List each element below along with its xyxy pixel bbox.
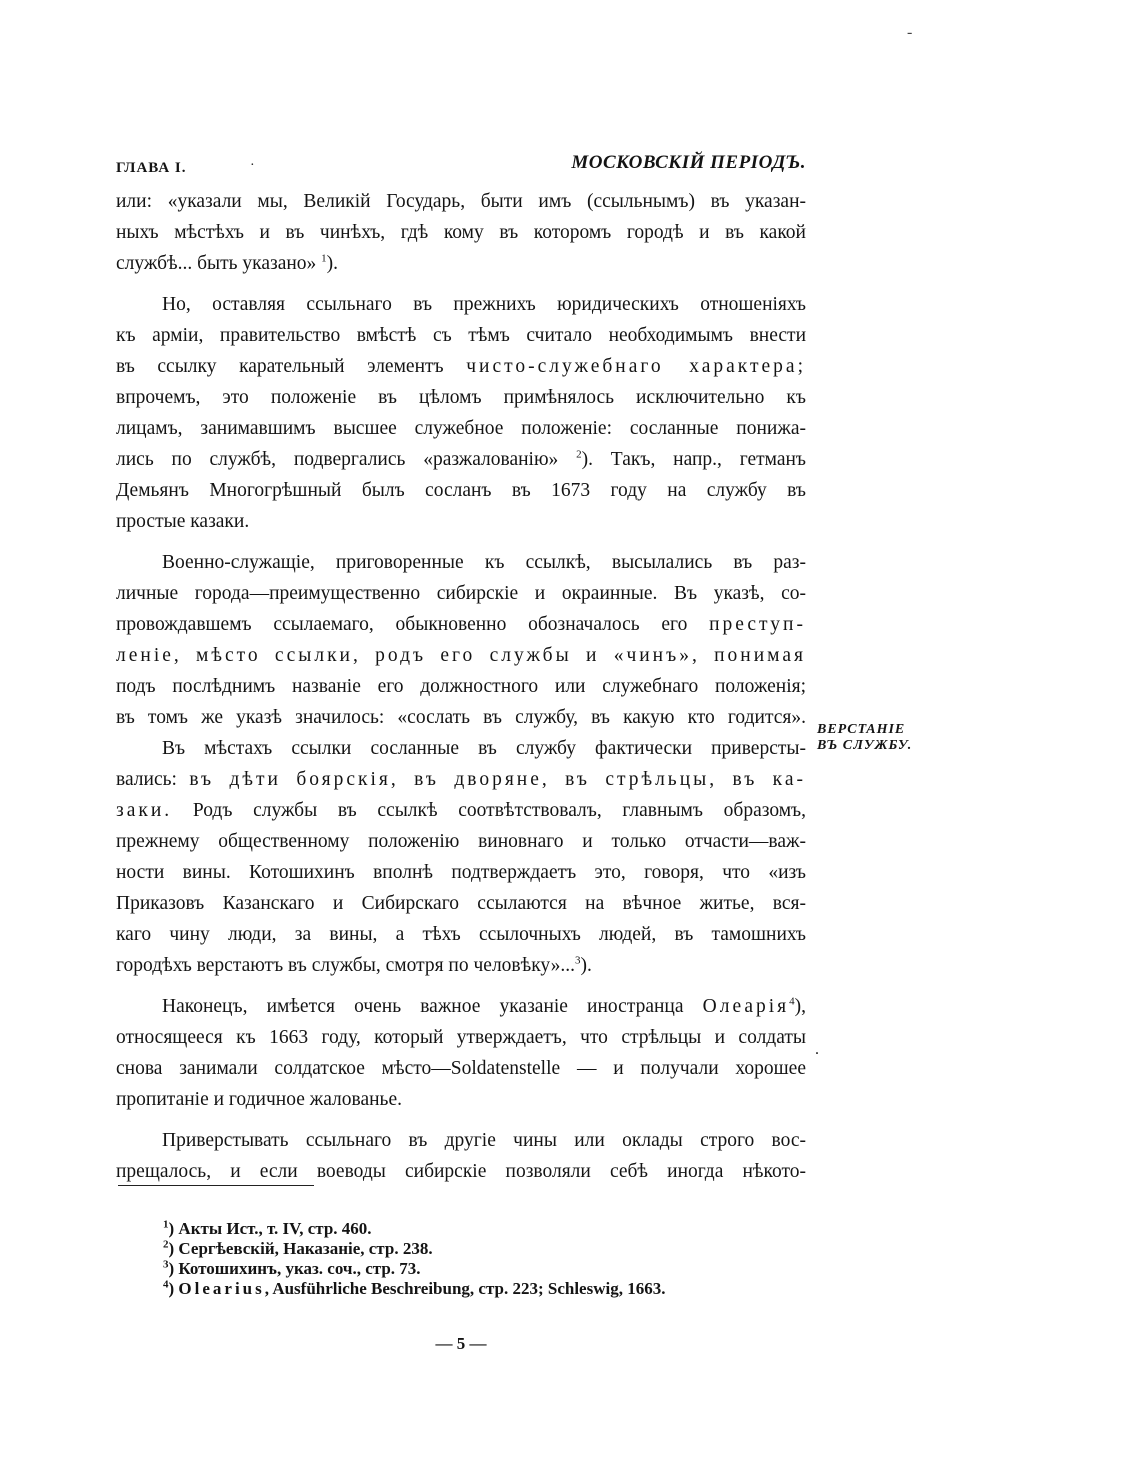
text-line: вались: въ дѣти боярскія, въ дворяне, въ стрѣльцы, въ ка-: [116, 769, 806, 790]
footnote-ref: 2: [576, 448, 582, 461]
text-line: Но, оставляя ссыльнаго въ прежнихъ юридическихъ отношеніяхъ: [162, 294, 806, 315]
text-line: Демьянъ Многогрѣшный былъ сосланъ въ 1673 году на службу въ: [116, 480, 806, 501]
running-title: МОСКОВСКІЙ ПЕРІОДЪ.: [571, 152, 806, 173]
text-line: къ арміи, правительство вмѣстѣ съ тѣмъ считало необходимымъ внести: [116, 325, 806, 346]
chapter-header: ГЛАВА I.: [116, 160, 187, 176]
text-line: лись по службѣ, подвергались «разжалованію» $^2$). Такъ, напр., гетманъ: [116, 448, 807, 470]
text-line: въ томъ же указѣ значилось: «сослать въ службу, въ какую кто годится».: [116, 707, 806, 728]
text-line: простые казаки.: [116, 511, 250, 532]
text-line: или: «указали мы, Великій Государь, быти имъ (ссыльнымъ) въ указан-: [116, 191, 806, 212]
footnote-ref: 4: [789, 995, 795, 1008]
margin-note-line: ВЕРСТАНІЕ: [817, 722, 906, 737]
footnote-separator: [118, 1185, 314, 1186]
margin-note: [817, 722, 912, 754]
text-line: ности вины. Котошихинъ вполнѣ подтверждаетъ это, говоря, что «изъ: [116, 862, 806, 883]
spaced-emphasis: заки.: [116, 800, 173, 821]
footnote: $^2$) Сергѣевскій, Наказаніе, стр. 238.: [163, 1238, 433, 1258]
text-line: подъ послѣднимъ названіе его должностного или служебнаго положенія;: [116, 676, 806, 697]
text-line: провождавшемъ ссылаемаго, обыкновенно обозначалось его преступ-: [116, 614, 806, 635]
main-text: [116, 186, 806, 1187]
footnote: $^4$) Olearius, Ausführliche Beschreibung, стр. 223; Schleswig, 1663.: [163, 1278, 666, 1298]
corner-mark: -: [907, 24, 913, 41]
spaced-emphasis: чисто-служебнаго характера;: [466, 356, 807, 377]
header-dot: ·: [250, 158, 255, 173]
text-line: ныхъ мѣстѣхъ и въ чинѣхъ, гдѣ кому въ которомъ городѣ и въ какой: [116, 222, 806, 243]
text-line: Наконецъ, имѣется очень важное указаніе иностранца Олеарія$^4$),: [162, 995, 807, 1017]
text-line: Военно-служащіе, приговоренные къ ссылкѣ, высылались въ раз-: [162, 552, 806, 573]
text-line: лицамъ, занимавшимъ высшее служебное положеніе: сосланные понижа-: [116, 418, 806, 439]
text-line: пропитаніе и годичное жалованье.: [116, 1089, 402, 1110]
text-line: прещалось, и если воеводы сибирскіе позволяли себѣ иногда нѣкото-: [116, 1161, 806, 1182]
footnote: $^1$) Акты Ист., т. IV, стр. 460.: [163, 1218, 372, 1238]
text-line: службѣ... быть указано» $^1$).: [116, 252, 339, 274]
footnote-ref: 3: [575, 954, 581, 967]
text-line: леніе, мѣсто ссылки, родъ его службы и «чинъ», понимая: [116, 645, 806, 666]
spaced-emphasis: преступ-: [709, 614, 806, 635]
text-line: снова занимали солдатское мѣсто—Soldatenstelle — и получали хорошее: [116, 1058, 806, 1079]
footnote-ref: 1: [321, 252, 327, 265]
text-line: относящееся къ 1663 году, который утверждаетъ, что стрѣльцы и солдаты: [116, 1027, 806, 1048]
text-line: Приверстывать ссыльнаго въ другіе чины или оклады строго вос-: [162, 1130, 806, 1151]
text-line: личные города—преимущественно сибирскіе и окраинные. Въ указѣ, со-: [116, 583, 806, 604]
page-number: — 5 —: [435, 1334, 487, 1353]
text-line: заки. Родъ службы въ ссылкѣ соотвѣтствовалъ, главнымъ образомъ,: [116, 800, 806, 821]
text-line: Въ мѣстахъ ссылки сосланные въ службу фактически приверсты-: [162, 738, 806, 759]
footnotes: [163, 1219, 665, 1299]
text-line: городѣхъ верстаютъ въ службы, смотря по человѣку»...$^3$).: [116, 954, 592, 976]
text-line: Приказовъ Казанскаго и Сибирскаго ссылаются на вѣчное житье, вся-: [116, 893, 806, 914]
text-line: впрочемъ, это положеніе въ цѣломъ примѣнялось исключительно къ: [116, 387, 806, 408]
stray-dot: .: [815, 1041, 819, 1058]
spaced-emphasis: Olearius: [178, 1279, 265, 1298]
spaced-emphasis: въ дѣти боярскія, въ дворяне, въ стрѣльцы, въ ка-: [189, 769, 806, 790]
text-line: въ ссылку карательный элементъ чисто-служебнаго характера;: [116, 356, 807, 377]
spaced-emphasis: Олеарія: [702, 996, 790, 1017]
text-line: прежнему общественному положенію виновнаго и только отчасти—важ-: [116, 831, 806, 852]
footnote: $^3$) Котошихинъ, указ. соч., стр. 73.: [163, 1258, 421, 1278]
text-line: каго чину люди, за вины, а тѣхъ ссылочныхъ людей, въ тамошнихъ: [116, 924, 806, 945]
margin-note-line: ВЪ СЛУЖБУ.: [817, 738, 913, 753]
